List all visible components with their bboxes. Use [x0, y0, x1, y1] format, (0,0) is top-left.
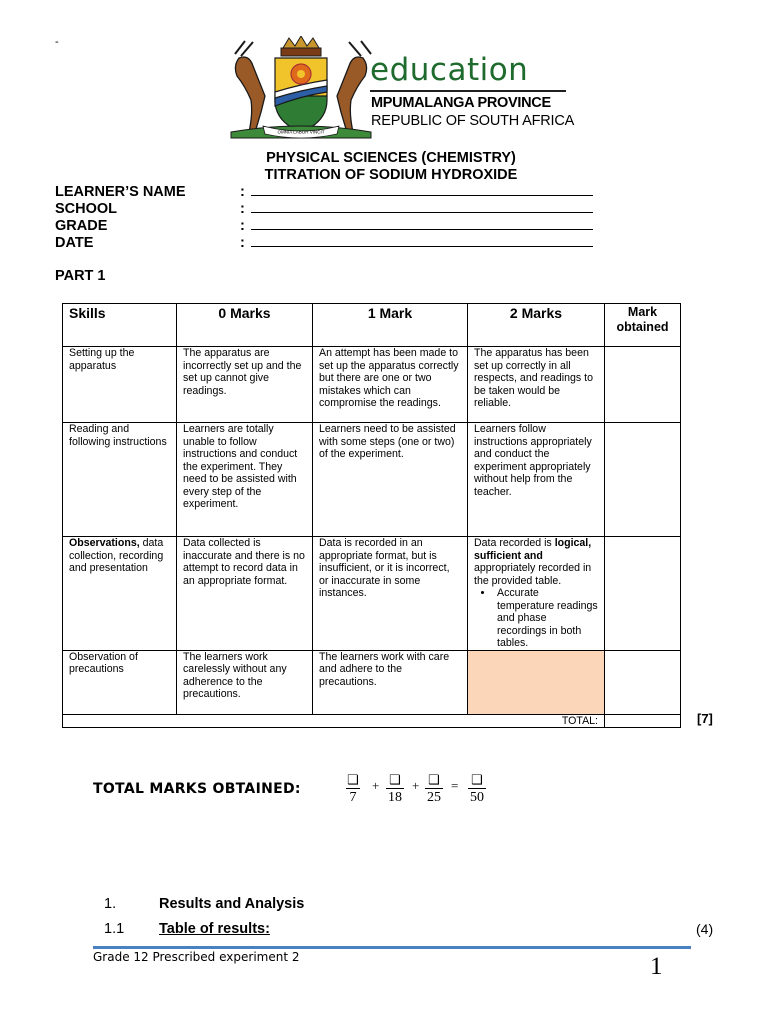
mark-obtained-cell[interactable]: [605, 347, 681, 423]
equals-sign: =: [451, 778, 459, 793]
page-number: 1: [650, 953, 663, 980]
table-row: [63, 423, 681, 537]
field-learner-name[interactable]: :: [240, 184, 593, 200]
criteria-0-marks: The apparatus are incorrectly set up and the set up cannot give readings.: [177, 347, 313, 423]
field-label-date: DATE: [55, 235, 94, 251]
total-max-marks: [7]: [697, 711, 713, 726]
fraction-part3: ❑ 25: [423, 772, 445, 806]
total-label: TOTAL:: [63, 714, 605, 728]
criteria-1-mark: Learners need to be assisted with some steps (one or two) of the experiment.: [313, 423, 468, 537]
crown-icon: [281, 36, 321, 56]
criteria-2-marks: Learners follow instructions appropriately and conduct the experiment appropriately without help from the teacher.: [468, 423, 605, 537]
subsection-title: Table of results:: [159, 921, 270, 937]
criteria-0-marks: The learners work carelessly without any adherence to the precautions.: [177, 650, 313, 714]
total-cell[interactable]: [605, 714, 681, 728]
brand-province: MPUMALANGA PROVINCE: [371, 95, 551, 111]
mark-obtained-cell[interactable]: [605, 650, 681, 714]
fraction-total: ❑ 50: [466, 772, 488, 806]
part-heading: PART 1: [55, 268, 106, 284]
stray-dash: -: [55, 36, 59, 48]
criteria-2-marks: Data recorded is logical, sufficient and appropriately recorded in the provided table. • Accurate temperature readings and phase recordings in both tables.: [468, 537, 605, 651]
motto-text: OMNIA LABOR VINCIT: [277, 129, 325, 135]
field-date[interactable]: :: [240, 235, 593, 251]
header-2-marks: 2 Marks: [468, 304, 605, 347]
rubric-header-row: [63, 304, 681, 347]
brand-word: education: [370, 52, 529, 88]
mark-obtained-cell[interactable]: [605, 423, 681, 537]
footer-rule: [93, 946, 691, 949]
shaded-cell: [468, 650, 605, 714]
criteria-1-mark: Data is recorded in an appropriate format, but is insufficient, or it is incorrect, or inaccurate in some instances.: [313, 537, 468, 651]
header-skills: Skills: [63, 304, 177, 347]
plus-sign: +: [372, 778, 380, 793]
brand-republic: REPUBLIC OF SOUTH AFRICA: [371, 113, 575, 129]
criteria-1-mark: An attempt has been made to set up the apparatus correctly but there are one or two mistakes which can compromise the readings.: [313, 347, 468, 423]
checkbox-icon: ❑: [347, 772, 359, 787]
table-row: [63, 537, 681, 651]
skill-precautions: Observation of precautions: [63, 650, 177, 714]
mark-obtained-cell[interactable]: [605, 537, 681, 651]
section-number: 1.: [104, 896, 117, 912]
criteria-0-marks: Data collected is inaccurate and there is no attempt to record data in an appropriate format.: [177, 537, 313, 651]
skill-setting-up: Setting up the apparatus: [63, 347, 177, 423]
field-school[interactable]: :: [240, 201, 593, 217]
subsection-number: 1.1: [104, 921, 125, 937]
doc-title-experiment: TITRATION OF SODIUM HYDROXIDE: [264, 167, 518, 183]
plus-sign: +: [412, 778, 420, 793]
fraction-part1: ❑ 7: [343, 772, 363, 806]
footer-text: Grade 12 Prescribed experiment 2: [93, 950, 300, 964]
header-mark-obtained: Mark obtained: [605, 304, 681, 347]
checkbox-icon: ❑: [471, 772, 483, 787]
section-title: Results and Analysis: [159, 896, 305, 912]
brand-underline: [370, 90, 566, 92]
field-grade[interactable]: :: [240, 218, 593, 234]
skill-observations: Observations, data collection, recording and presentation: [63, 537, 177, 651]
criteria-0-marks: Learners are totally unable to follow instructions and conduct the experiment. They need to be assisted with every step of the experiment.: [177, 423, 313, 537]
skill-reading-instructions: Reading and following instructions: [63, 423, 177, 537]
field-label-grade: GRADE: [55, 218, 108, 234]
checkbox-icon: ❑: [389, 772, 401, 787]
header-1-mark: 1 Mark: [313, 304, 468, 347]
subsection-marks: (4): [696, 921, 714, 937]
table-row: [63, 347, 681, 423]
checkbox-icon: ❑: [428, 772, 440, 787]
doc-title-subject: PHYSICAL SCIENCES (CHEMISTRY): [266, 150, 516, 166]
shield-icon: [275, 58, 327, 132]
list-item: • Accurate temperature readings and phase recordings in both tables.: [494, 587, 598, 650]
right-antelope-icon: [337, 41, 371, 132]
fraction-part2: ❑ 18: [384, 772, 406, 806]
left-antelope-icon: [235, 41, 265, 132]
table-row: [63, 650, 681, 714]
rubric-table: [62, 303, 681, 728]
total-row: [63, 714, 681, 728]
header-0-marks: 0 Marks: [177, 304, 313, 347]
field-label-learner-name: LEARNER’S NAME: [55, 184, 186, 200]
criteria-1-mark: The learners work with care and adhere to the precautions.: [313, 650, 468, 714]
criteria-2-marks: The apparatus has been set up correctly in all respects, and readings to be taken would be reliable.: [468, 347, 605, 423]
total-marks-label: TOTAL MARKS OBTAINED:: [93, 781, 301, 797]
field-label-school: SCHOOL: [55, 201, 118, 217]
